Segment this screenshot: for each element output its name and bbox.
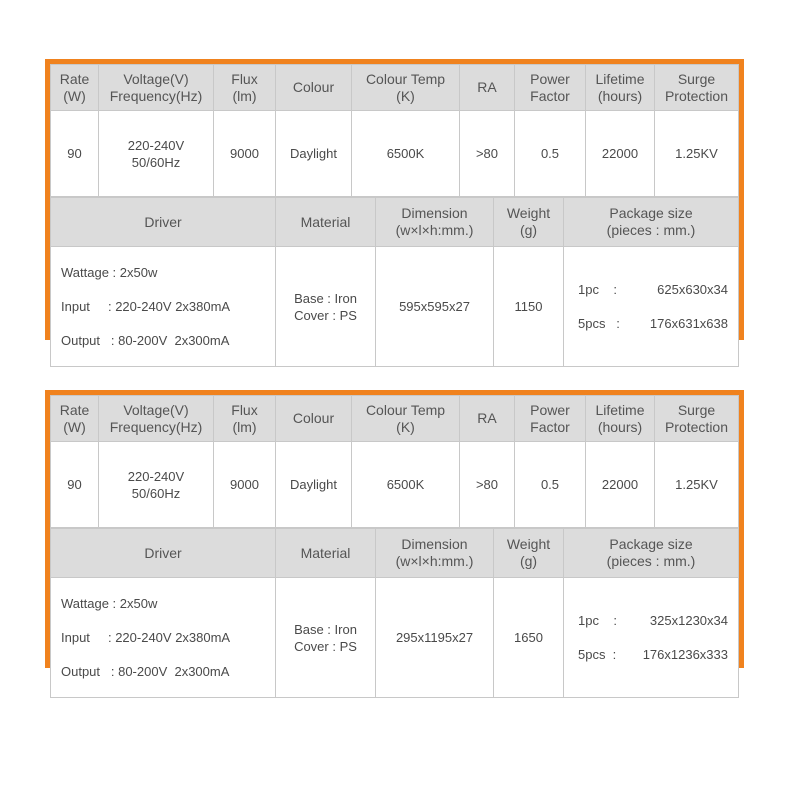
cell-voltage: 220-240V 50/60Hz bbox=[99, 442, 214, 528]
package-size: 325x1230x34 bbox=[649, 613, 728, 628]
header-flux: Flux (lm) bbox=[214, 396, 276, 442]
package-size: 625x630x34 bbox=[657, 282, 728, 297]
header-dimension: Dimension (w×l×h:mm.) bbox=[376, 198, 494, 247]
spec-table-top bbox=[50, 64, 739, 197]
header-dimension: Dimension (w×l×h:mm.) bbox=[376, 529, 494, 578]
header-surge: Surge Protection bbox=[655, 396, 739, 442]
cell-surge: 1.25KV bbox=[655, 111, 739, 197]
cell-ra: >80 bbox=[460, 442, 515, 528]
package-line bbox=[566, 281, 736, 298]
driver-wattage: Wattage : 2x50w bbox=[61, 265, 158, 280]
cell-material: Base : Iron Cover : PS bbox=[276, 247, 376, 367]
driver-input: Input : 220-240V 2x380mA bbox=[61, 630, 231, 645]
header-rate: Rate (W) bbox=[51, 396, 99, 442]
header-material: Material bbox=[276, 198, 376, 247]
cell-colour: Daylight bbox=[276, 442, 352, 528]
cell-ra: >80 bbox=[460, 111, 515, 197]
header-voltage: Voltage(V) Frequency(Hz) bbox=[99, 65, 214, 111]
cell-lifetime: 22000 bbox=[586, 111, 655, 197]
header-rate: Rate (W) bbox=[51, 65, 99, 111]
package-size: 176x631x638 bbox=[649, 316, 728, 331]
package-line bbox=[566, 612, 736, 629]
header-ra: RA bbox=[460, 396, 515, 442]
package-qty: 1pc : bbox=[578, 282, 618, 297]
header-weight: Weight (g) bbox=[494, 198, 564, 247]
driver-output: Output : 80-200V 2x300mA bbox=[61, 664, 230, 679]
header-lifetime: Lifetime (hours) bbox=[586, 65, 655, 111]
cell-driver bbox=[51, 247, 276, 367]
cell-flux: 9000 bbox=[214, 111, 276, 197]
header-colour-temp: Colour Temp (K) bbox=[352, 396, 460, 442]
header-package: Package size (pieces : mm.) bbox=[564, 198, 739, 247]
header-surge: Surge Protection bbox=[655, 65, 739, 111]
header-voltage: Voltage(V) Frequency(Hz) bbox=[99, 396, 214, 442]
spec-table-bottom bbox=[50, 528, 739, 698]
package-qty: 5pcs : bbox=[578, 647, 617, 662]
header-colour: Colour bbox=[276, 65, 352, 111]
header-ra: RA bbox=[460, 65, 515, 111]
driver-input: Input : 220-240V 2x380mA bbox=[61, 299, 231, 314]
cell-flux: 9000 bbox=[214, 442, 276, 528]
cell-rate: 90 bbox=[51, 442, 99, 528]
package-qty: 1pc : bbox=[578, 613, 618, 628]
spec-table-1 bbox=[45, 59, 744, 348]
cell-package bbox=[564, 578, 739, 698]
cell-dimension: 295x1195x27 bbox=[376, 578, 494, 698]
header-package: Package size (pieces : mm.) bbox=[564, 529, 739, 578]
cell-driver bbox=[51, 578, 276, 698]
header-driver: Driver bbox=[51, 198, 276, 247]
cell-material: Base : Iron Cover : PS bbox=[276, 578, 376, 698]
header-weight: Weight (g) bbox=[494, 529, 564, 578]
spec-table-top bbox=[50, 395, 739, 528]
cell-dimension: 595x595x27 bbox=[376, 247, 494, 367]
cell-power-factor: 0.5 bbox=[515, 111, 586, 197]
header-material: Material bbox=[276, 529, 376, 578]
driver-output: Output : 80-200V 2x300mA bbox=[61, 333, 230, 348]
package-size: 176x1236x333 bbox=[642, 647, 728, 662]
cell-package bbox=[564, 247, 739, 367]
header-power-factor: Power Factor bbox=[515, 65, 586, 111]
cell-colour: Daylight bbox=[276, 111, 352, 197]
cell-lifetime: 22000 bbox=[586, 442, 655, 528]
cell-weight: 1650 bbox=[494, 578, 564, 698]
spec-table-2 bbox=[45, 390, 744, 679]
cell-weight: 1150 bbox=[494, 247, 564, 367]
package-qty: 5pcs : bbox=[578, 316, 620, 331]
cell-surge: 1.25KV bbox=[655, 442, 739, 528]
header-power-factor: Power Factor bbox=[515, 396, 586, 442]
cell-colour-temp: 6500K bbox=[352, 111, 460, 197]
cell-colour-temp: 6500K bbox=[352, 442, 460, 528]
package-line bbox=[566, 646, 736, 663]
package-line bbox=[566, 315, 736, 332]
header-driver: Driver bbox=[51, 529, 276, 578]
driver-wattage: Wattage : 2x50w bbox=[61, 596, 158, 611]
cell-voltage: 220-240V 50/60Hz bbox=[99, 111, 214, 197]
cell-power-factor: 0.5 bbox=[515, 442, 586, 528]
cell-rate: 90 bbox=[51, 111, 99, 197]
header-lifetime: Lifetime (hours) bbox=[586, 396, 655, 442]
header-colour-temp: Colour Temp (K) bbox=[352, 65, 460, 111]
header-colour: Colour bbox=[276, 396, 352, 442]
spec-table-bottom bbox=[50, 197, 739, 367]
header-flux: Flux (lm) bbox=[214, 65, 276, 111]
